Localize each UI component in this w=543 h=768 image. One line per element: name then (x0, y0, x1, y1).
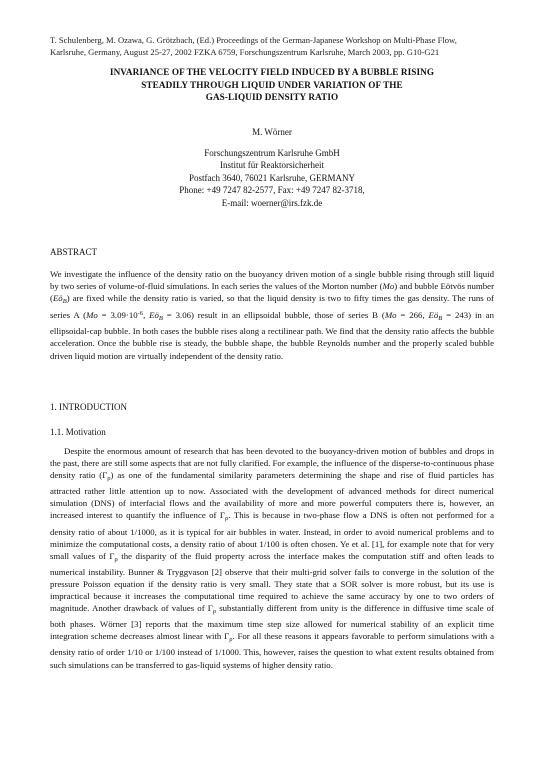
paragraph-fragment: Despite the enormous amount of research that has been devoted to the buoyancy-driven motion of bubbles and drops in the past, there are still some aspects that are not fully clarified. For example, the influence of the disperse-to-continuous phase density ratio (Γ (50, 446, 494, 481)
exponent: -6 (137, 310, 144, 318)
paragraph-fragment: substantially different from unity is the difference in diffusive time scale of both phases. Wörner [3] reports that the maximum time step size allowed for numerical stability of an explicit time integration scheme decreases almost linear with Γ (50, 603, 494, 642)
subsection-heading-motivation: 1.1. Motivation (50, 427, 106, 437)
abstract-fragment: ) and bubble Eötvös number ( (50, 281, 494, 304)
citation-line: Karlsruhe, Germany, August 25-27, 2002 FZKA 6759, Forschungszentrum Karlsruhe, March 2003, pp. G10-G21 (50, 47, 440, 57)
paragraph-fragment: ) as one of the fundamental similarity parameters determining the shape and rise of fluid particles has attracted rather little attention up to now. Associated with the development of advanced methods for direct numerical simulation (DNS) of interfacial flows and the availability of more and more powerful computers there is, however, an increased interest to quantify the influence of Γ (50, 470, 494, 521)
abstract-fragment: = 3.06) result in an ellipsoidal bubble, those of series B ( (162, 310, 385, 321)
abstract-fragment: = 266, (396, 310, 429, 321)
postal-address: Postfach 3640, 76021 Karlsruhe, GERMANY (189, 172, 355, 183)
affiliation: Forschungszentrum Karlsruhe GmbH (204, 147, 340, 158)
eotvos-symbol (428, 310, 443, 323)
gamma-subscript: ρ (212, 608, 217, 616)
gamma-subscript: ρ (114, 555, 118, 563)
abstract-fragment: ) are fixed while the density ratio is varied, so that the liquid density is two to fifty times the gas density. The runs of series A ( (50, 293, 494, 321)
eotvos-letters: Eö (428, 310, 439, 321)
abstract-fragment: = 243) in an ellipsoidal-cap bubble. In both cases the bubble rises along a rectilinear path. We find that the density ratio affects the bubble acceleration. Once the bubble rise is steady, the bubble shape, the bubble Reynolds number and the properly scaled bubble driven liquid motion are virtually independent of the density ratio. (50, 310, 494, 361)
eotvos-letters: Eö (149, 310, 159, 321)
motivation-paragraph (50, 445, 494, 671)
abstract-text (50, 268, 494, 362)
paragraph-fragment: the disparity of the fluid property across the interface makes the computation stiff and often leads to numerical instability. Bunner & Tryggvason [2] observe that their multi-grid solver fails to converge in the solution of the pressure Poisson equation if the density ratio is very small. They state that a SOR solver is more robust, but its use is impractical because it increases the computational time required to achieve the same accuracy by one to two orders of magnitude. Another drawback of values of Γ (50, 550, 495, 614)
eotvos-letters: Eö (52, 293, 63, 304)
eotvos-symbol (52, 293, 67, 306)
author-block (50, 126, 494, 210)
section-heading-introduction: 1. INTRODUCTION (50, 402, 127, 412)
gamma-subscript: ρ (107, 475, 111, 483)
gamma-subscript: ρ (224, 515, 229, 523)
eotvos-subscript: B (158, 315, 163, 323)
morton-symbol: Mo (86, 310, 98, 321)
eotvos-subscript: B (62, 298, 67, 306)
morton-symbol: Mo (382, 281, 395, 292)
phone-fax: Phone: +49 7247 82-2577, Fax: +49 7247 82-3718, (179, 185, 365, 196)
institute: Institut für Reaktorsicherheit (220, 160, 324, 171)
paper-title (50, 66, 494, 104)
citation-line: T. Schulenberg, M. Ozawa, G. Grötzbach, (Ed.) Proceedings of the German-Japanese Workshop on Multi-Phase Flow, (50, 35, 457, 45)
proceedings-citation (50, 34, 494, 58)
email: E-mail: woerner@irs.fzk.de (221, 197, 323, 208)
title-line: STEADILY THROUGH LIQUID UNDER VARIATION OF THE (141, 79, 403, 90)
eotvos-subscript: B (438, 315, 443, 323)
abstract-heading: ABSTRACT (50, 247, 98, 257)
title-line: INVARIANCE OF THE VELOCITY FIELD INDUCED BY A BUBBLE RISING (109, 67, 435, 77)
paragraph-fragment: . For all these reasons it appears favorable to perform simulations with a density ratio of order 1/10 or 1/100 instead of 1/1000. This, however, raises the question to what extent results obtained from such simulations can be transferred to gas-liquid systems of higher density ratio. (50, 631, 494, 670)
abstract-fragment: , (143, 310, 150, 321)
author-name: M. Wörner (252, 127, 292, 137)
morton-symbol: Mo (384, 310, 397, 321)
abstract-fragment: We investigate the influence of the density ratio on the buoyancy driven motion of a single bubble rising through still liquid by two series of volume-of-fluid simulations. In each series the values of the Morton number ( (50, 269, 494, 292)
title-line: GAS-LIQUID DENSITY RATIO (205, 92, 339, 102)
eotvos-symbol (149, 310, 163, 323)
gamma-subscript: ρ (229, 636, 233, 644)
paragraph-fragment: . This is because in two-phase flow a DNS is often not performed for a density ratio of about 1/1000, as it is typical for air bubbles in water. Instead, in order to avoid numerical problems and to minimize the computational costs, a density ratio of about 1/100 is often chosen. Ye et al. [1], for example note that for very small values of Γ (50, 510, 494, 561)
abstract-fragment: = 3.09·10 (97, 310, 138, 321)
